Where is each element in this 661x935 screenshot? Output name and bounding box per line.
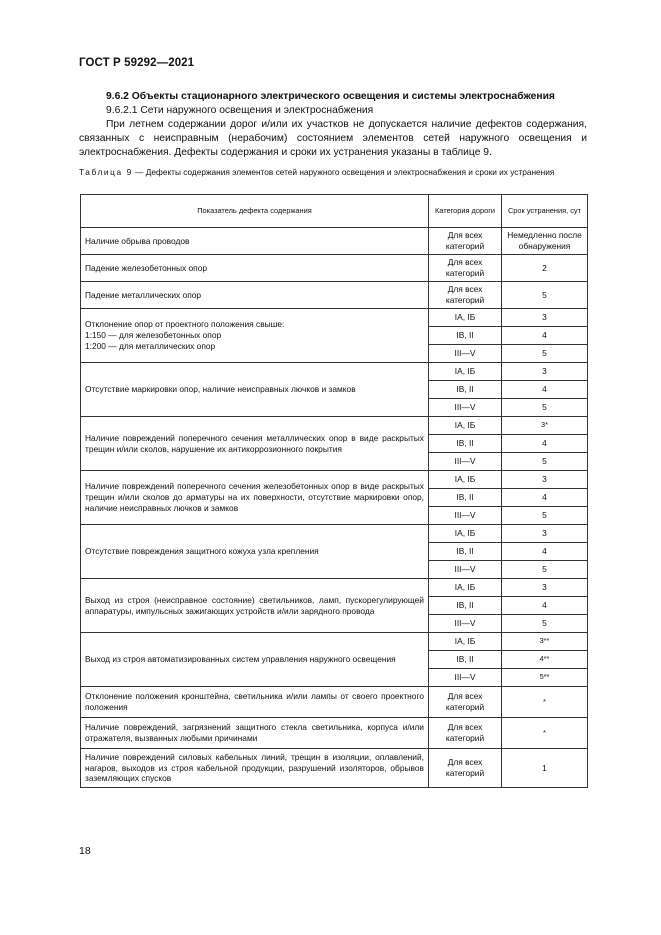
page-number: 18 xyxy=(79,845,91,857)
road-category-cell: III—V xyxy=(429,615,502,633)
column-header-indicator: Показатель дефекта содержания xyxy=(81,195,429,228)
defect-indicator-cell xyxy=(81,579,429,633)
table-row xyxy=(81,255,588,282)
body-paragraph: При летнем содержании дорог и/или их участков не допускается наличие дефектов содержания, связанных с неисправным (нерабочим) состоянием элементов сетей наружного освещения и электроснабжения. Дефекты содержания и сроки их устранения указаны в таблице 9. xyxy=(79,119,587,158)
defect-indicator-cell xyxy=(81,255,429,282)
defect-indicator-cell xyxy=(81,282,429,309)
defect-indicator-text: 1:150 — для железобетонных опор xyxy=(85,330,222,341)
road-category-cell: IB, II xyxy=(429,489,502,507)
elimination-term-cell: * xyxy=(502,718,588,749)
defect-indicator-text: Выход из строя (неисправное состояние) светильников, ламп, пускорегулирующей аппаратуры, импульсных зажигающих устройств и/или зарядного провода xyxy=(85,594,424,616)
defect-indicator-text: Наличие повреждений поперечного сечения металлических опор в виде раскрытых трещин и/или сколов, нарушение их антикоррозионного покрытия xyxy=(85,432,424,454)
table-caption xyxy=(79,166,587,178)
column-header-category: Категория дороги xyxy=(429,195,502,228)
defect-indicator-cell xyxy=(81,471,429,525)
elimination-term-cell: 2 xyxy=(502,255,588,282)
defects-table xyxy=(80,194,588,788)
road-category-cell: IB, II xyxy=(429,543,502,561)
table-row xyxy=(81,579,588,597)
road-category-cell: IB, II xyxy=(429,435,502,453)
subsection-heading: 9.6.2.1 Сети наружного освещения и электроснабжения xyxy=(106,105,374,116)
elimination-term-cell: 4 xyxy=(502,381,588,399)
road-category-cell: III—V xyxy=(429,399,502,417)
defect-indicator-cell xyxy=(81,633,429,687)
elimination-term-cell: * xyxy=(502,687,588,718)
defect-indicator-text: Наличие повреждений поперечного сечения железобетонных опор в виде раскрытых трещин и/или сколов до арматуры на их поверхности, отсутствие маркировки опор, наличие неисправных лючков и замков xyxy=(85,481,424,513)
defect-indicator-text: Наличие повреждений, загрязнений защитного стекла светильника, корпуса и/или отражателя, вызванных любыми причинами xyxy=(85,722,424,743)
table-caption-text: — Дефекты содержания элементов сетей наружного освещения и электроснабжения и сроки их устранения xyxy=(132,167,555,177)
elimination-term-cell: 4** xyxy=(502,651,588,669)
road-category-cell: III—V xyxy=(429,453,502,471)
table-row xyxy=(81,718,588,749)
elimination-term-cell: 5 xyxy=(502,615,588,633)
road-category-cell: IA, IБ xyxy=(429,363,502,381)
elimination-term-cell: 4 xyxy=(502,489,588,507)
defect-indicator-text: Наличие повреждений силовых кабельных линий, трещин в изоляции, оплавлений, нагаров, выходов из строя кабельной продукции, разрушений изоляторов, обрывов заземляющих спусков xyxy=(85,751,424,784)
section-text xyxy=(79,90,587,160)
elimination-term-cell: 5 xyxy=(502,282,588,309)
road-category-cell: IA, IБ xyxy=(429,579,502,597)
elimination-term-cell: 1 xyxy=(502,749,588,788)
road-category-cell: IA, IБ xyxy=(429,525,502,543)
defect-indicator-text: 1:200 — для металлических опор xyxy=(85,340,216,351)
road-category-cell: Для всех категорий xyxy=(429,255,502,282)
table-body xyxy=(81,228,588,788)
column-header-term: Срок устранения, сут xyxy=(502,195,588,228)
road-category-cell: IA, IБ xyxy=(429,633,502,651)
road-category-cell: IB, II xyxy=(429,327,502,345)
document-code: ГОСТ Р 59292—2021 xyxy=(79,57,195,69)
road-category-cell: Для всех категорий xyxy=(429,718,502,749)
elimination-term-cell: 3 xyxy=(502,579,588,597)
elimination-term-cell: 5** xyxy=(502,669,588,687)
elimination-term-cell: 3* xyxy=(502,417,588,435)
defect-indicator-cell xyxy=(81,718,429,749)
defect-indicator-cell xyxy=(81,228,429,255)
table-row xyxy=(81,228,588,255)
table-row xyxy=(81,417,588,435)
defect-indicator-cell xyxy=(81,749,429,788)
road-category-cell: IB, II xyxy=(429,651,502,669)
defect-indicator-text: Падение металлических опор xyxy=(85,289,202,300)
road-category-cell: Для всех категорий xyxy=(429,228,502,255)
table-row xyxy=(81,525,588,543)
road-category-cell: III—V xyxy=(429,561,502,579)
road-category-cell: Для всех категорий xyxy=(429,749,502,788)
road-category-cell: IA, IБ xyxy=(429,309,502,327)
table-row xyxy=(81,749,588,788)
defect-indicator-text: Наличие обрыва проводов xyxy=(85,235,190,246)
table-row xyxy=(81,309,588,327)
defect-indicator-text: Падение железобетонных опор xyxy=(85,262,208,273)
elimination-term-cell: 4 xyxy=(502,327,588,345)
section-heading: 9.6.2 Объекты стационарного электрического освещения и системы электроснабжения xyxy=(106,91,555,102)
road-category-cell: III—V xyxy=(429,507,502,525)
elimination-term-cell: Немедленно после обнаружения xyxy=(502,228,588,255)
table-header-row xyxy=(81,195,588,228)
defect-indicator-cell xyxy=(81,525,429,579)
elimination-term-cell: 3 xyxy=(502,471,588,489)
road-category-cell: III—V xyxy=(429,345,502,363)
defect-indicator-text: Отклонение положения кронштейна, светильника и/или лампы от своего проектного положения xyxy=(85,691,424,712)
road-category-cell: IA, IБ xyxy=(429,417,502,435)
elimination-term-cell: 5 xyxy=(502,345,588,363)
elimination-term-cell: 5 xyxy=(502,453,588,471)
elimination-term-cell: 4 xyxy=(502,435,588,453)
elimination-term-cell: 4 xyxy=(502,597,588,615)
road-category-cell: III—V xyxy=(429,669,502,687)
defect-indicator-cell xyxy=(81,417,429,471)
road-category-cell: IA, IБ xyxy=(429,471,502,489)
road-category-cell: IB, II xyxy=(429,381,502,399)
table-row xyxy=(81,363,588,381)
elimination-term-cell: 3 xyxy=(502,525,588,543)
elimination-term-cell: 3** xyxy=(502,633,588,651)
table-row xyxy=(81,687,588,718)
elimination-term-cell: 5 xyxy=(502,507,588,525)
table-row xyxy=(81,471,588,489)
elimination-term-cell: 3 xyxy=(502,363,588,381)
elimination-term-cell: 5 xyxy=(502,399,588,417)
defect-indicator-text: Выход из строя автоматизированных систем управления наружного освещения xyxy=(85,654,396,665)
defect-indicator-text: Отсутствие маркировки опор, наличие неисправных лючков и замков xyxy=(85,384,356,395)
defect-indicator-cell xyxy=(81,687,429,718)
road-category-cell: Для всех категорий xyxy=(429,687,502,718)
elimination-term-cell: 3 xyxy=(502,309,588,327)
defect-indicator-cell xyxy=(81,309,429,363)
table-row xyxy=(81,633,588,651)
road-category-cell: IB, II xyxy=(429,597,502,615)
table-caption-label: Таблица 9 xyxy=(79,167,133,177)
defect-indicator-text: Отсутствие повреждения защитного кожуха узла крепления xyxy=(85,546,319,557)
defect-indicator-text: Отклонение опор от проектного положения свыше: xyxy=(85,319,285,330)
elimination-term-cell: 4 xyxy=(502,543,588,561)
road-category-cell: Для всех категорий xyxy=(429,282,502,309)
elimination-term-cell: 5 xyxy=(502,561,588,579)
table-row xyxy=(81,282,588,309)
defect-indicator-cell xyxy=(81,363,429,417)
